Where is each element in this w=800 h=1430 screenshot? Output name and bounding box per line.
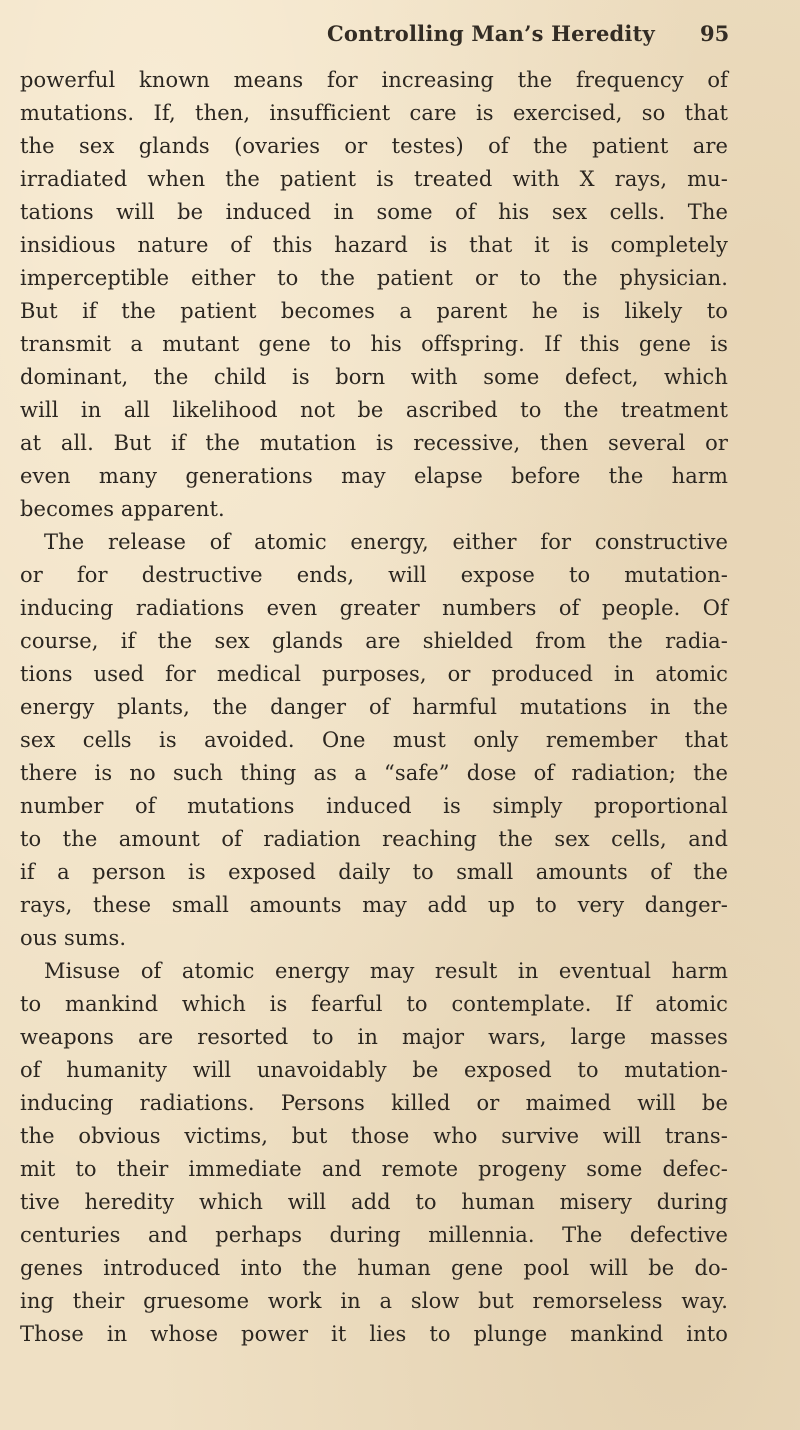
text-line: rays, these small amounts may add up to very danger- <box>20 893 728 917</box>
text-line: tations will be induced in some of his sex cells. The <box>20 200 728 224</box>
text-line: weapons are resorted to in major wars, large masses <box>20 1025 728 1049</box>
text-line: centuries and perhaps during millennia. The defective <box>20 1223 728 1247</box>
text-line: dominant, the child is born with some defect, which <box>20 365 728 389</box>
text-line: imperceptible either to the patient or to the physician. <box>20 266 728 290</box>
text-line: even many generations may elapse before the harm <box>20 464 728 488</box>
text-line: sex cells is avoided. One must only remember that <box>20 728 728 752</box>
text-line: at all. But if the mutation is recessive, then several or <box>20 431 728 455</box>
paragraph-start-line: Misuse of atomic energy may result in eventual harm <box>44 959 728 983</box>
text-line: the obvious victims, but those who survive will trans- <box>20 1124 728 1148</box>
body-text <box>20 64 728 1351</box>
text-line: number of mutations induced is simply proportional <box>20 794 728 818</box>
text-line: transmit a mutant gene to his offspring. If this gene is <box>20 332 728 356</box>
text-line: course, if the sex glands are shielded from the radia- <box>20 629 728 653</box>
paragraph-end-line: becomes apparent. <box>20 497 225 521</box>
text-line: or for destructive ends, will expose to mutation- <box>20 563 728 587</box>
text-line: inducing radiations. Persons killed or maimed will be <box>20 1091 728 1115</box>
text-line: genes introduced into the human gene pool will be do- <box>20 1256 728 1280</box>
text-line: will in all likelihood not be ascribed to the treatment <box>20 398 728 422</box>
text-line: But if the patient becomes a parent he is likely to <box>20 299 728 323</box>
text-line: the sex glands (ovaries or testes) of the patient are <box>20 134 728 158</box>
page-number: 95 <box>700 21 730 46</box>
running-head <box>0 16 800 52</box>
text-line: if a person is exposed daily to small amounts of the <box>20 860 728 884</box>
text-line: ing their gruesome work in a slow but remorseless way. <box>20 1289 728 1313</box>
paragraph-end-line: ous sums. <box>20 926 127 950</box>
text-line: tive heredity which will add to human misery during <box>20 1190 728 1214</box>
text-line: there is no such thing as a “safe” dose of radiation; the <box>20 761 728 785</box>
text-line: mutations. If, then, insufficient care is exercised, so that <box>20 101 728 125</box>
text-line: mit to their immediate and remote progeny some defec- <box>20 1157 728 1181</box>
text-line: powerful known means for increasing the frequency of <box>20 68 728 92</box>
running-head-title: Controlling Man’s Heredity <box>327 21 655 46</box>
text-line: of humanity will unavoidably be exposed to mutation- <box>20 1058 728 1082</box>
text-line: inducing radiations even greater numbers of people. Of <box>20 596 728 620</box>
text-line: insidious nature of this hazard is that it is completely <box>20 233 728 257</box>
text-line: Those in whose power it lies to plunge mankind into <box>20 1322 728 1346</box>
paragraph-start-line: The release of atomic energy, either for constructive <box>44 530 728 554</box>
text-line: tions used for medical purposes, or produced in atomic <box>20 662 728 686</box>
text-line: irradiated when the patient is treated with X rays, mu- <box>20 167 728 191</box>
text-line: to the amount of radiation reaching the sex cells, and <box>20 827 728 851</box>
text-line: to mankind which is fearful to contemplate. If atomic <box>20 992 728 1016</box>
text-line: energy plants, the danger of harmful mutations in the <box>20 695 728 719</box>
